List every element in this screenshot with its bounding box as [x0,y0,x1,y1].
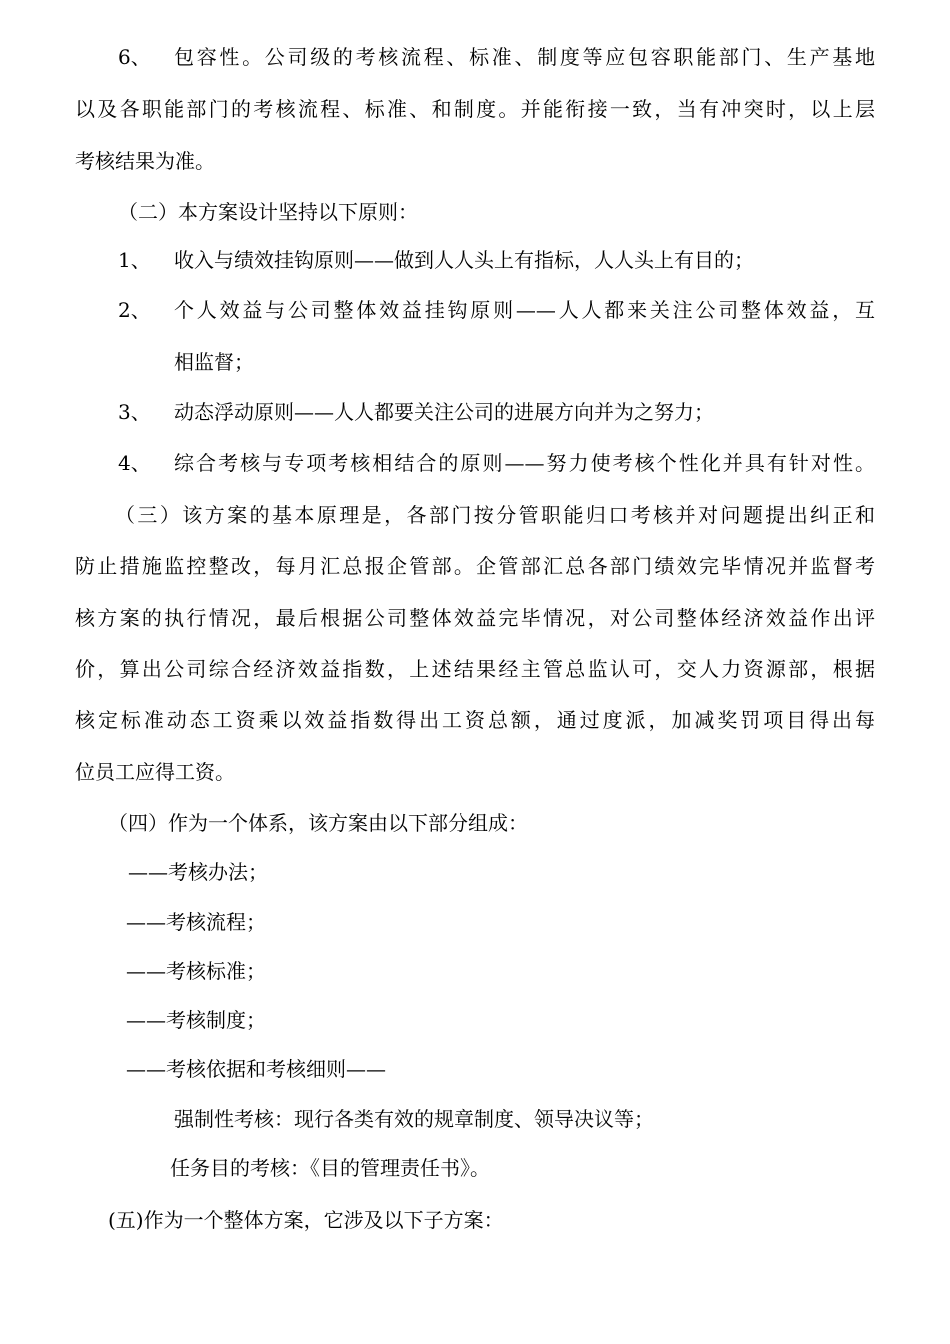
item-6-number: 6、 [118,45,151,69]
section-3-line-5: 核定标准动态工资乘以效益指数得出工资总额，通过度派，加减奖罚项目得出每 [75,708,875,732]
principle-2-text-line-1: 个人效益与公司整体效益挂钩原则——人人都来关注公司整体效益，互 [174,298,875,322]
section-3-line-4: 价，算出公司综合经济效益指数，上述结果经主管总监认可，交人力资源部，根据 [75,657,875,681]
principle-1-text: 收入与绩效挂钩原则——做到人人头上有指标，人人头上有目的； [174,248,754,272]
item-6-line-2: 以及各职能部门的考核流程、标准、和制度。并能衔接一致，当有冲突时，以上层 [75,97,875,121]
principle-4-text: 综合考核与专项考核相结合的原则——努力使考核个性化并具有针对性。 [174,451,875,475]
section-3-line-6: 位员工应得工资。 [75,760,235,784]
section-4-heading: （四）作为一个体系，该方案由以下部分组成： [108,811,528,835]
component-assessment-system: ——考核制度； [126,1008,266,1032]
section-3-line-2: 防止措施监控整改，每月汇总报企管部。企管部汇总各部门绩效完毕情况并监督考 [75,554,875,578]
section-5-heading: (五)作为一个整体方案，它涉及以下子方案： [108,1208,504,1232]
task-goal-assessment-note: 任务目的考核：《目的管理责任书》。 [170,1156,490,1180]
principle-1-number: 1、 [118,248,151,272]
item-6-line-1: 包容性。公司级的考核流程、标准、制度等应包容职能部门、生产基地 [174,45,875,69]
principle-3-text: 动态浮动原则——人人都要关注公司的进展方向并为之努力； [174,400,714,424]
section-2-heading: （二）本方案设计坚持以下原则： [118,200,418,224]
component-assessment-method: ——考核办法； [128,860,268,884]
component-assessment-basis: ——考核依据和考核细则—— [126,1057,386,1081]
section-3-line-3: 核方案的执行情况，最后根据公司整体效益完毕情况，对公司整体经济效益作出评 [75,606,875,630]
principle-3-number: 3、 [118,400,151,424]
component-assessment-process: ——考核流程； [126,910,266,934]
principle-2-text-line-2: 相监督； [174,350,254,374]
principle-4-number: 4、 [118,451,151,475]
section-3-line-1: （三）该方案的基本原理是，各部门按分管职能归口考核并对问题提出纠正和 [115,503,875,527]
item-6-line-3: 考核结果为准。 [75,149,215,173]
component-assessment-standard: ——考核标准； [126,959,266,983]
mandatory-assessment-note: 强制性考核：现行各类有效的规章制度、领导决议等； [174,1107,654,1131]
principle-2-number: 2、 [118,298,151,322]
